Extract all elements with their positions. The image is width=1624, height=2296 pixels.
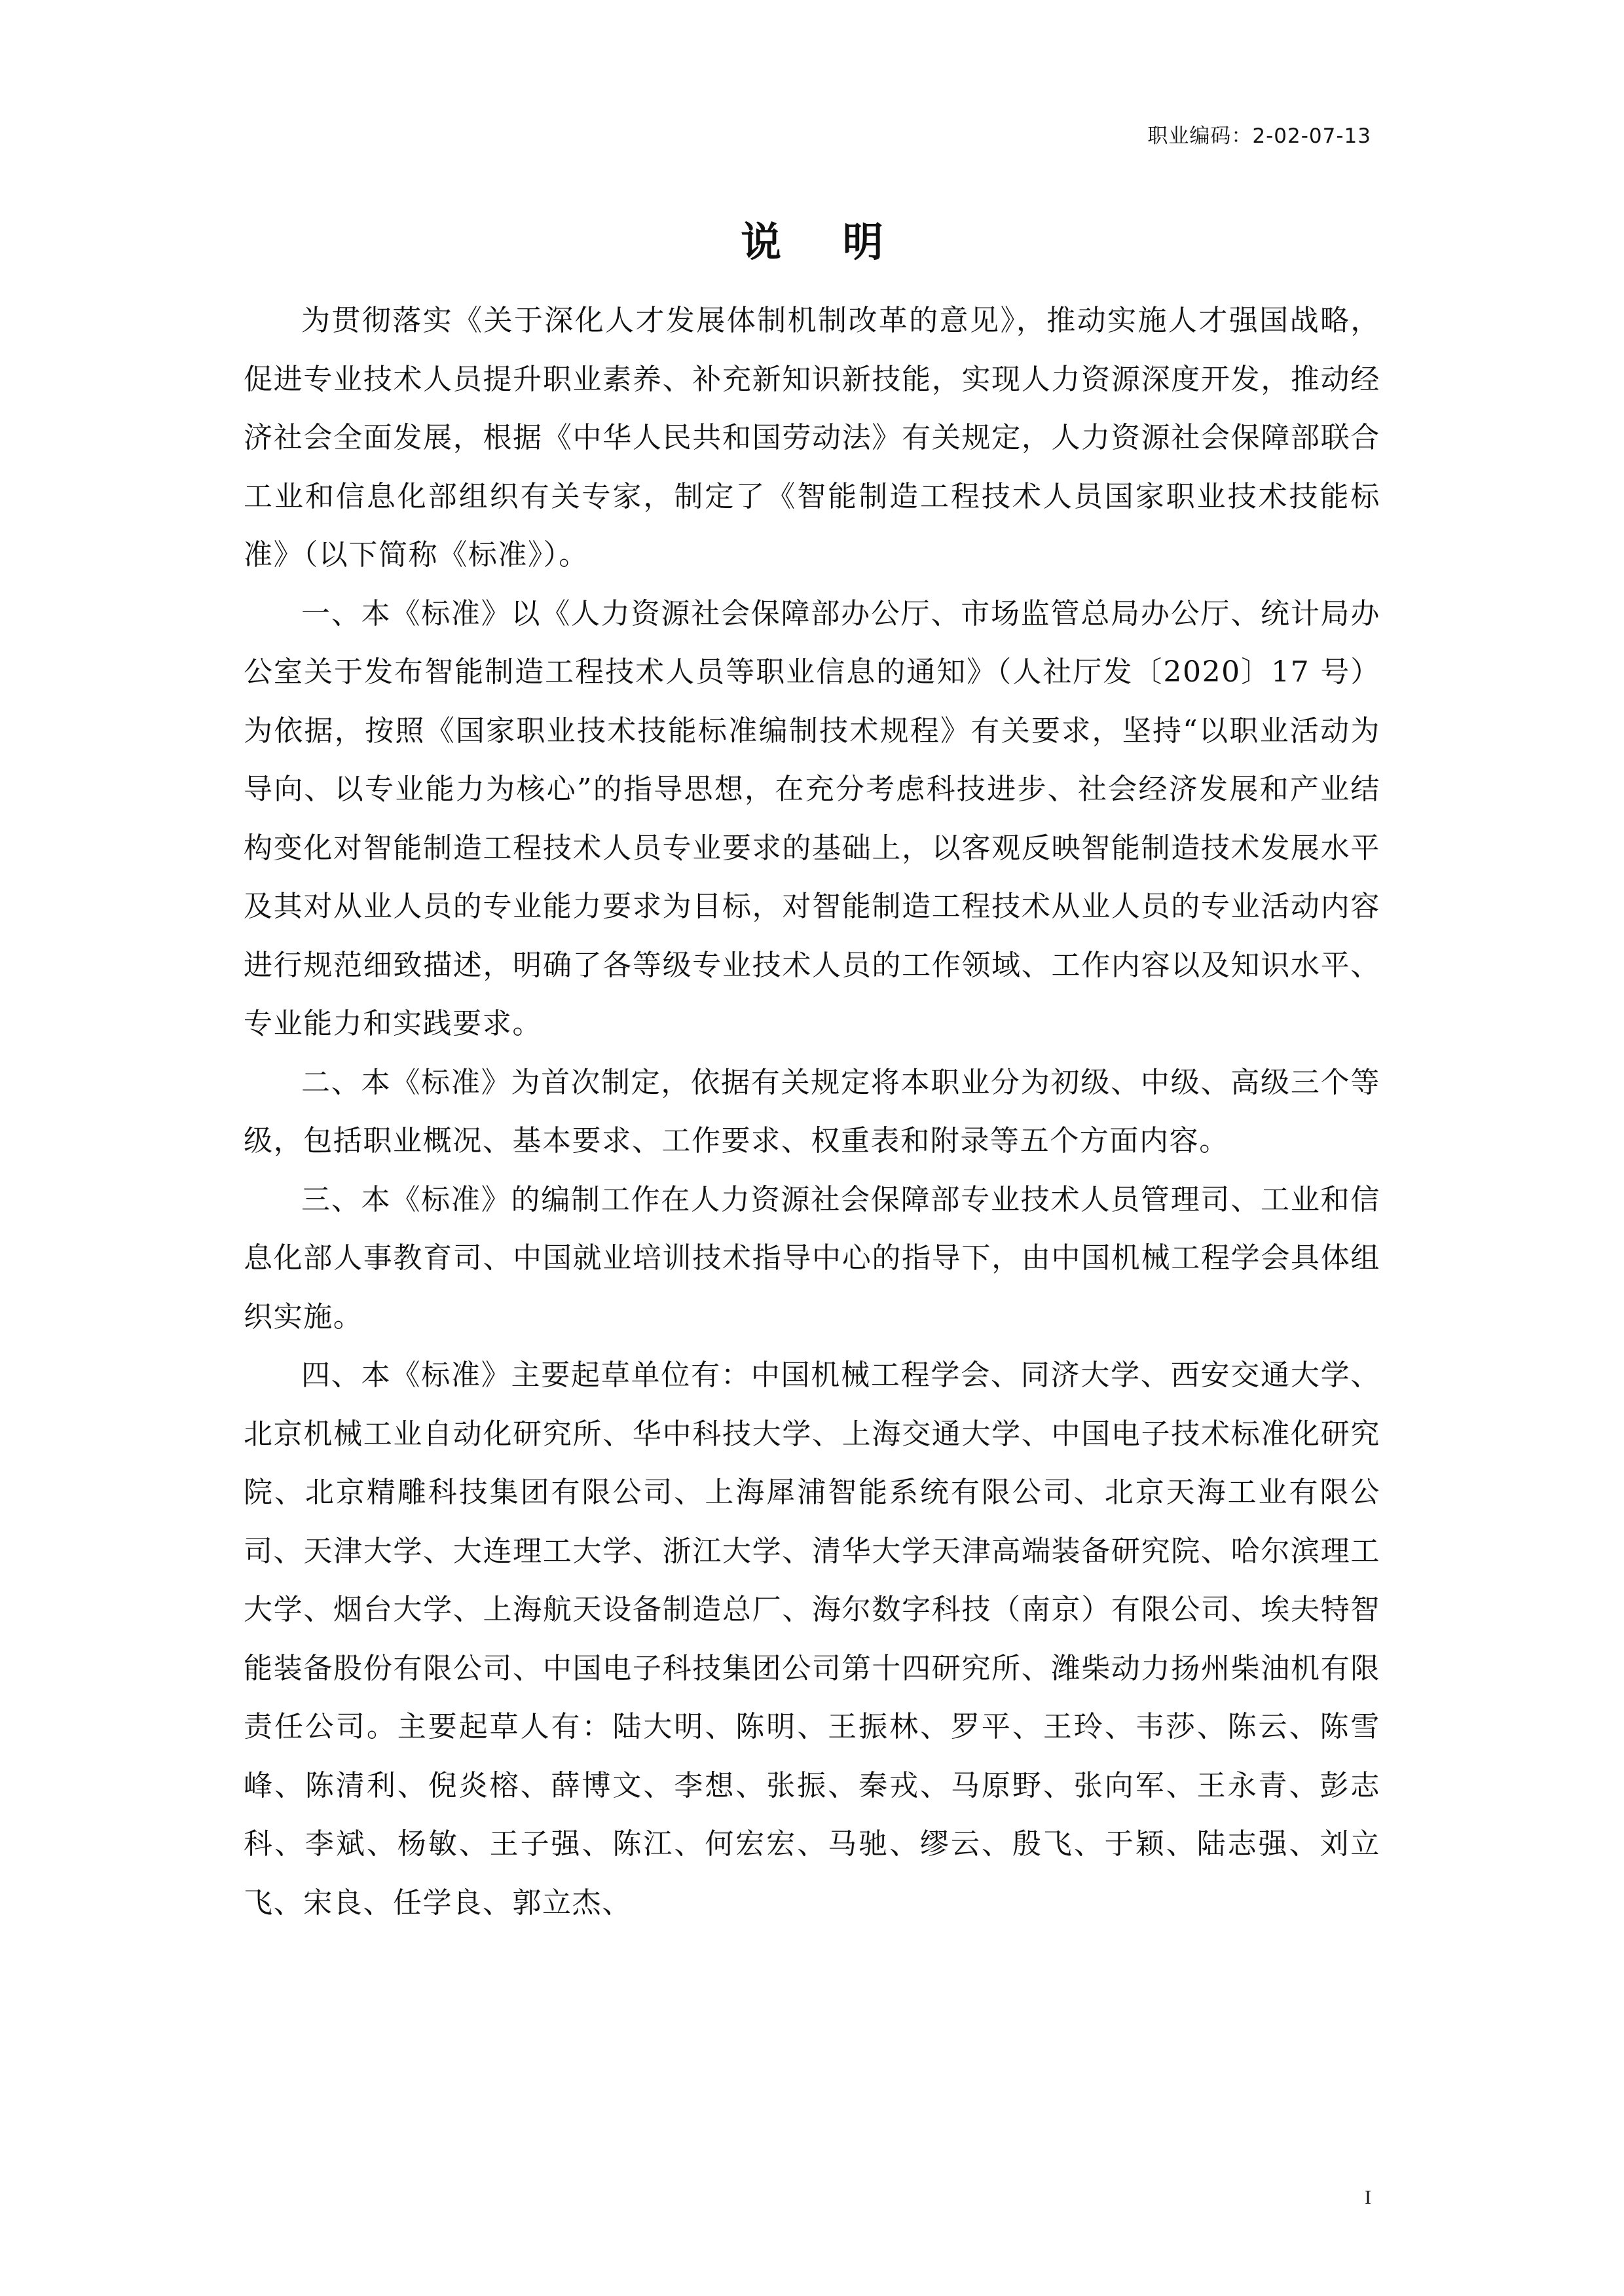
occupation-code: 职业编码：2-02-07-13 [1147, 124, 1371, 148]
page-title: 说 明 [741, 218, 907, 266]
page-number: I [1365, 2187, 1371, 2208]
intro-paragraph: 为贯彻落实《关于深化人才发展体制机制改革的意见》，推动实施人才强国战略，促进专业技术人员提升职业素养、补充新知识新技能，实现人力资源深度开发，推动经济社会全面发展，根据《中华人民共和国劳动法》有关规定，人力资源社会保障部联合工业和信息化部组织有关专家，制定了《智能制造工程技术人员国家职业技术技能标准》（以下简称《标准》）。 [244, 304, 1380, 572]
section-2-paragraph: 二、本《标准》为首次制定，依据有关规定将本职业分为初级、中级、高级三个等级，包括职业概况、基本要求、工作要求、权重表和附录等五个方面内容。 [244, 1065, 1380, 1157]
document-body [244, 291, 1380, 1932]
section-4-paragraph: 四、本《标准》主要起草单位有：中国机械工程学会、同济大学、西安交通大学、北京机械工业自动化研究所、华中科技大学、上海交通大学、中国电子技术标准化研究院、北京精雕科技集团有限公司、上海犀浦智能系统有限公司、北京天海工业有限公司、天津大学、大连理工大学、浙江大学、清华大学天津高端装备研究院、哈尔滨理工大学、烟台大学、上海航天设备制造总厂、海尔数字科技（南京）有限公司、埃夫特智能装备股份有限公司、中国电子科技集团公司第十四研究所、潍柴动力扬州柴油机有限责任公司。主要起草人有：陆大明、陈明、王振林、罗平、王玲、韦莎、陈云、陈雪峰、陈清利、倪炎榕、薛博文、李想、张振、秦戎、马原野、张向军、王永青、彭志科、李斌、杨敏、王子强、陈江、何宏宏、马驰、缪云、殷飞、于颖、陆志强、刘立飞、宋良、任学良、郭立杰、 [244, 1358, 1380, 1920]
section-1-paragraph: 一、本《标准》以《人力资源社会保障部办公厅、市场监管总局办公厅、统计局办公室关于发布智能制造工程技术人员等职业信息的通知》（人社厅发〔2020〕17 号）为依据，按照《国家职业技术技能标准编制技术规程》有关要求，坚持“以职业活动为导向、以专业能力为核心”的指导思想，在充分考虑科技进步、社会经济发展和产业结构变化对智能制造工程技术人员专业要求的基础上，以客观反映智能制造技术发展水平及其对从业人员的专业能力要求为目标，对智能制造工程技术从业人员的专业活动内容进行规范细致描述，明确了各等级专业技术人员的工作领域、工作内容以及知识水平、专业能力和实践要求。 [244, 596, 1380, 1040]
section-3-paragraph: 三、本《标准》的编制工作在人力资源社会保障部专业技术人员管理司、工业和信息化部人事教育司、中国就业培训技术指导中心的指导下，由中国机械工程学会具体组织实施。 [244, 1182, 1380, 1334]
